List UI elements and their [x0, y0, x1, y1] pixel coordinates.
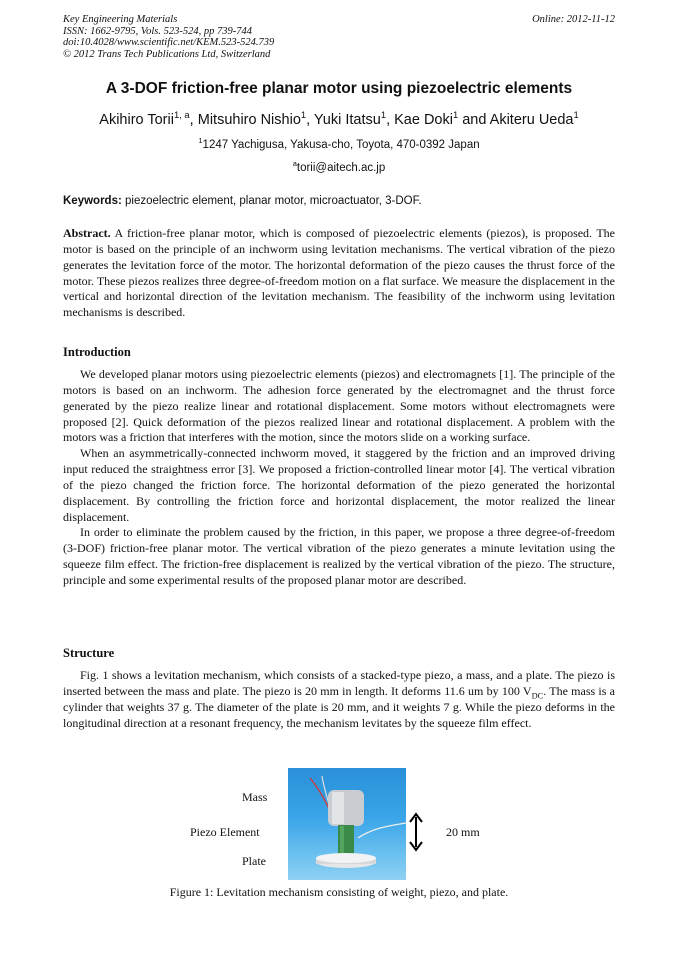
author-name: Mitsuhiro Nishio — [197, 112, 301, 128]
section-heading-introduction: Introduction — [63, 345, 131, 359]
figure-label-mass: Mass — [242, 790, 268, 804]
author-name: Akiteru Ueda — [489, 112, 574, 128]
affiliation — [0, 136, 678, 151]
affiliation-mark: 1 — [198, 136, 203, 146]
paper-title: A 3-DOF friction-free planar motor using piezoelectric elements — [105, 80, 573, 97]
author-and: and — [458, 112, 490, 128]
email-mark: a — [292, 159, 297, 169]
author-name: Kae Doki — [394, 112, 453, 128]
figure-dimension: 20 mm — [446, 825, 480, 839]
paragraph: In order to eliminate the problem caused by the friction, in this paper, we propose a three degree-of-freedom (3-DOF) friction-free planar motor. The vertical vibration of the piezo generates a minute levitation using the squeeze film effect. The friction-free displacement is realized by the vertical vibration of the piezo. The structure, principle and some experimental results of the proposed planar motor are described. — [63, 525, 615, 587]
author-list — [0, 109, 678, 128]
introduction-body — [63, 367, 615, 589]
author-separator: , — [306, 112, 314, 128]
journal-copyright: © 2012 Trans Tech Publications Ltd, Switzerland — [63, 48, 271, 60]
affiliation-text: 1247 Yachigusa, Yakusa-cho, Toyota, 470-0392 Japan — [202, 139, 480, 151]
paragraph: When an asymmetrically-connected inchworm moved, it staggered by the friction and an improved driving input reduced the straightness error [3]. We proposed a friction-controlled linear motor [4]. The vertical vibration of the piezo changed the friction force. The horizontal deformation of the piezo generated the horizontal displacement. By controlling the friction force and horizontal displacement, the motor realized the linear displacement. — [63, 446, 615, 524]
structure-body — [63, 668, 615, 731]
journal-header — [63, 14, 615, 60]
author-affil-mark: 1 — [573, 109, 579, 121]
figure-label-plate: Plate — [242, 854, 266, 868]
structure-text-b: . The mass is a cylinder that weights 37 g. The diameter of the plate is 20 mm, and it weights 7 g. While the piezo deforms in the longitudinal direction at a resonant frequency, the mechanism levitates by the squeeze film effect. — [63, 683, 615, 730]
levitation-mechanism-photo — [288, 768, 406, 880]
figure-label-piezo: Piezo Element — [190, 825, 260, 839]
author-separator: , — [386, 112, 395, 128]
figure-caption: Figure 1: Levitation mechanism consisting of weight, piezo, and plate. — [169, 885, 509, 899]
author-name: Yuki Itatsu — [313, 112, 381, 128]
keywords — [63, 195, 422, 207]
journal-issn: ISSN: 1662-9795, Vols. 523-524, pp 739-744 — [63, 25, 252, 37]
paragraph: We developed planar motors using piezoelectric elements (piezos) and electromagnets [1]. The principle of the motors is based on an inchworm. The adhesion force generated by the electromagnet and the thrust force generated by the piezo realize linear and rotational displacement. Some motors without electromagnets were proposed [2]. Quick deformation of the piezos realized linear and rotational displacement. A problem with the motors was a friction that interferes with the motion, since the motors slide on a working surface. — [63, 367, 615, 445]
author-affil-mark: 1 — [380, 109, 387, 121]
email — [0, 159, 678, 174]
author-affil-mark: 1, a — [173, 109, 190, 121]
author-separator: , — [189, 112, 198, 128]
abstract — [63, 226, 615, 321]
double-arrow-icon — [408, 812, 424, 852]
journal-name: Key Engineering Materials — [63, 14, 178, 25]
abstract-text: A friction-free planar motor, which is composed of piezoelectric elements (piezos), is proposed. The motor is based on the principle of an inchworm using levitation mechanisms. The vertical vibration of the piezo generates the levitation force of the motor. The horizontal deformation of the piezo causes the thrust force of the motor. These piezos realizes three degree-of-freedom motion on a flat surface. We measure the displacement in the vertical and horizontal direction of the levitation mechanism. The feasibility of the inchworm using levitation mechanisms is described. — [63, 226, 615, 320]
email-address[interactable]: torii@aitech.ac.jp — [296, 162, 386, 174]
photo-illustration — [288, 768, 406, 880]
structure-subscript: DC — [531, 691, 544, 701]
journal-doi: doi:10.4028/www.scientific.net/KEM.523-524.739 — [63, 37, 275, 49]
author-affil-mark: 1 — [300, 109, 307, 121]
author-name: Akihiro Torii — [99, 112, 174, 128]
keywords-text: piezoelectric element, planar motor, microactuator, 3-DOF. — [125, 195, 422, 207]
paragraph — [63, 668, 615, 731]
abstract-label: Abstract. — [63, 226, 111, 240]
keywords-label: Keywords: — [63, 195, 122, 207]
section-heading-structure: Structure — [63, 646, 115, 660]
author-affil-mark: 1 — [452, 109, 459, 121]
online-date: Online: 2012-11-12 — [532, 14, 615, 25]
structure-text-a: Fig. 1 shows a levitation mechanism, which consists of a stacked-type piezo, a mass, and a plate. The piezo is inserted between the mass and plate. The piezo is 20 mm in length. It deforms 11.6 um by 100 V — [63, 668, 615, 698]
